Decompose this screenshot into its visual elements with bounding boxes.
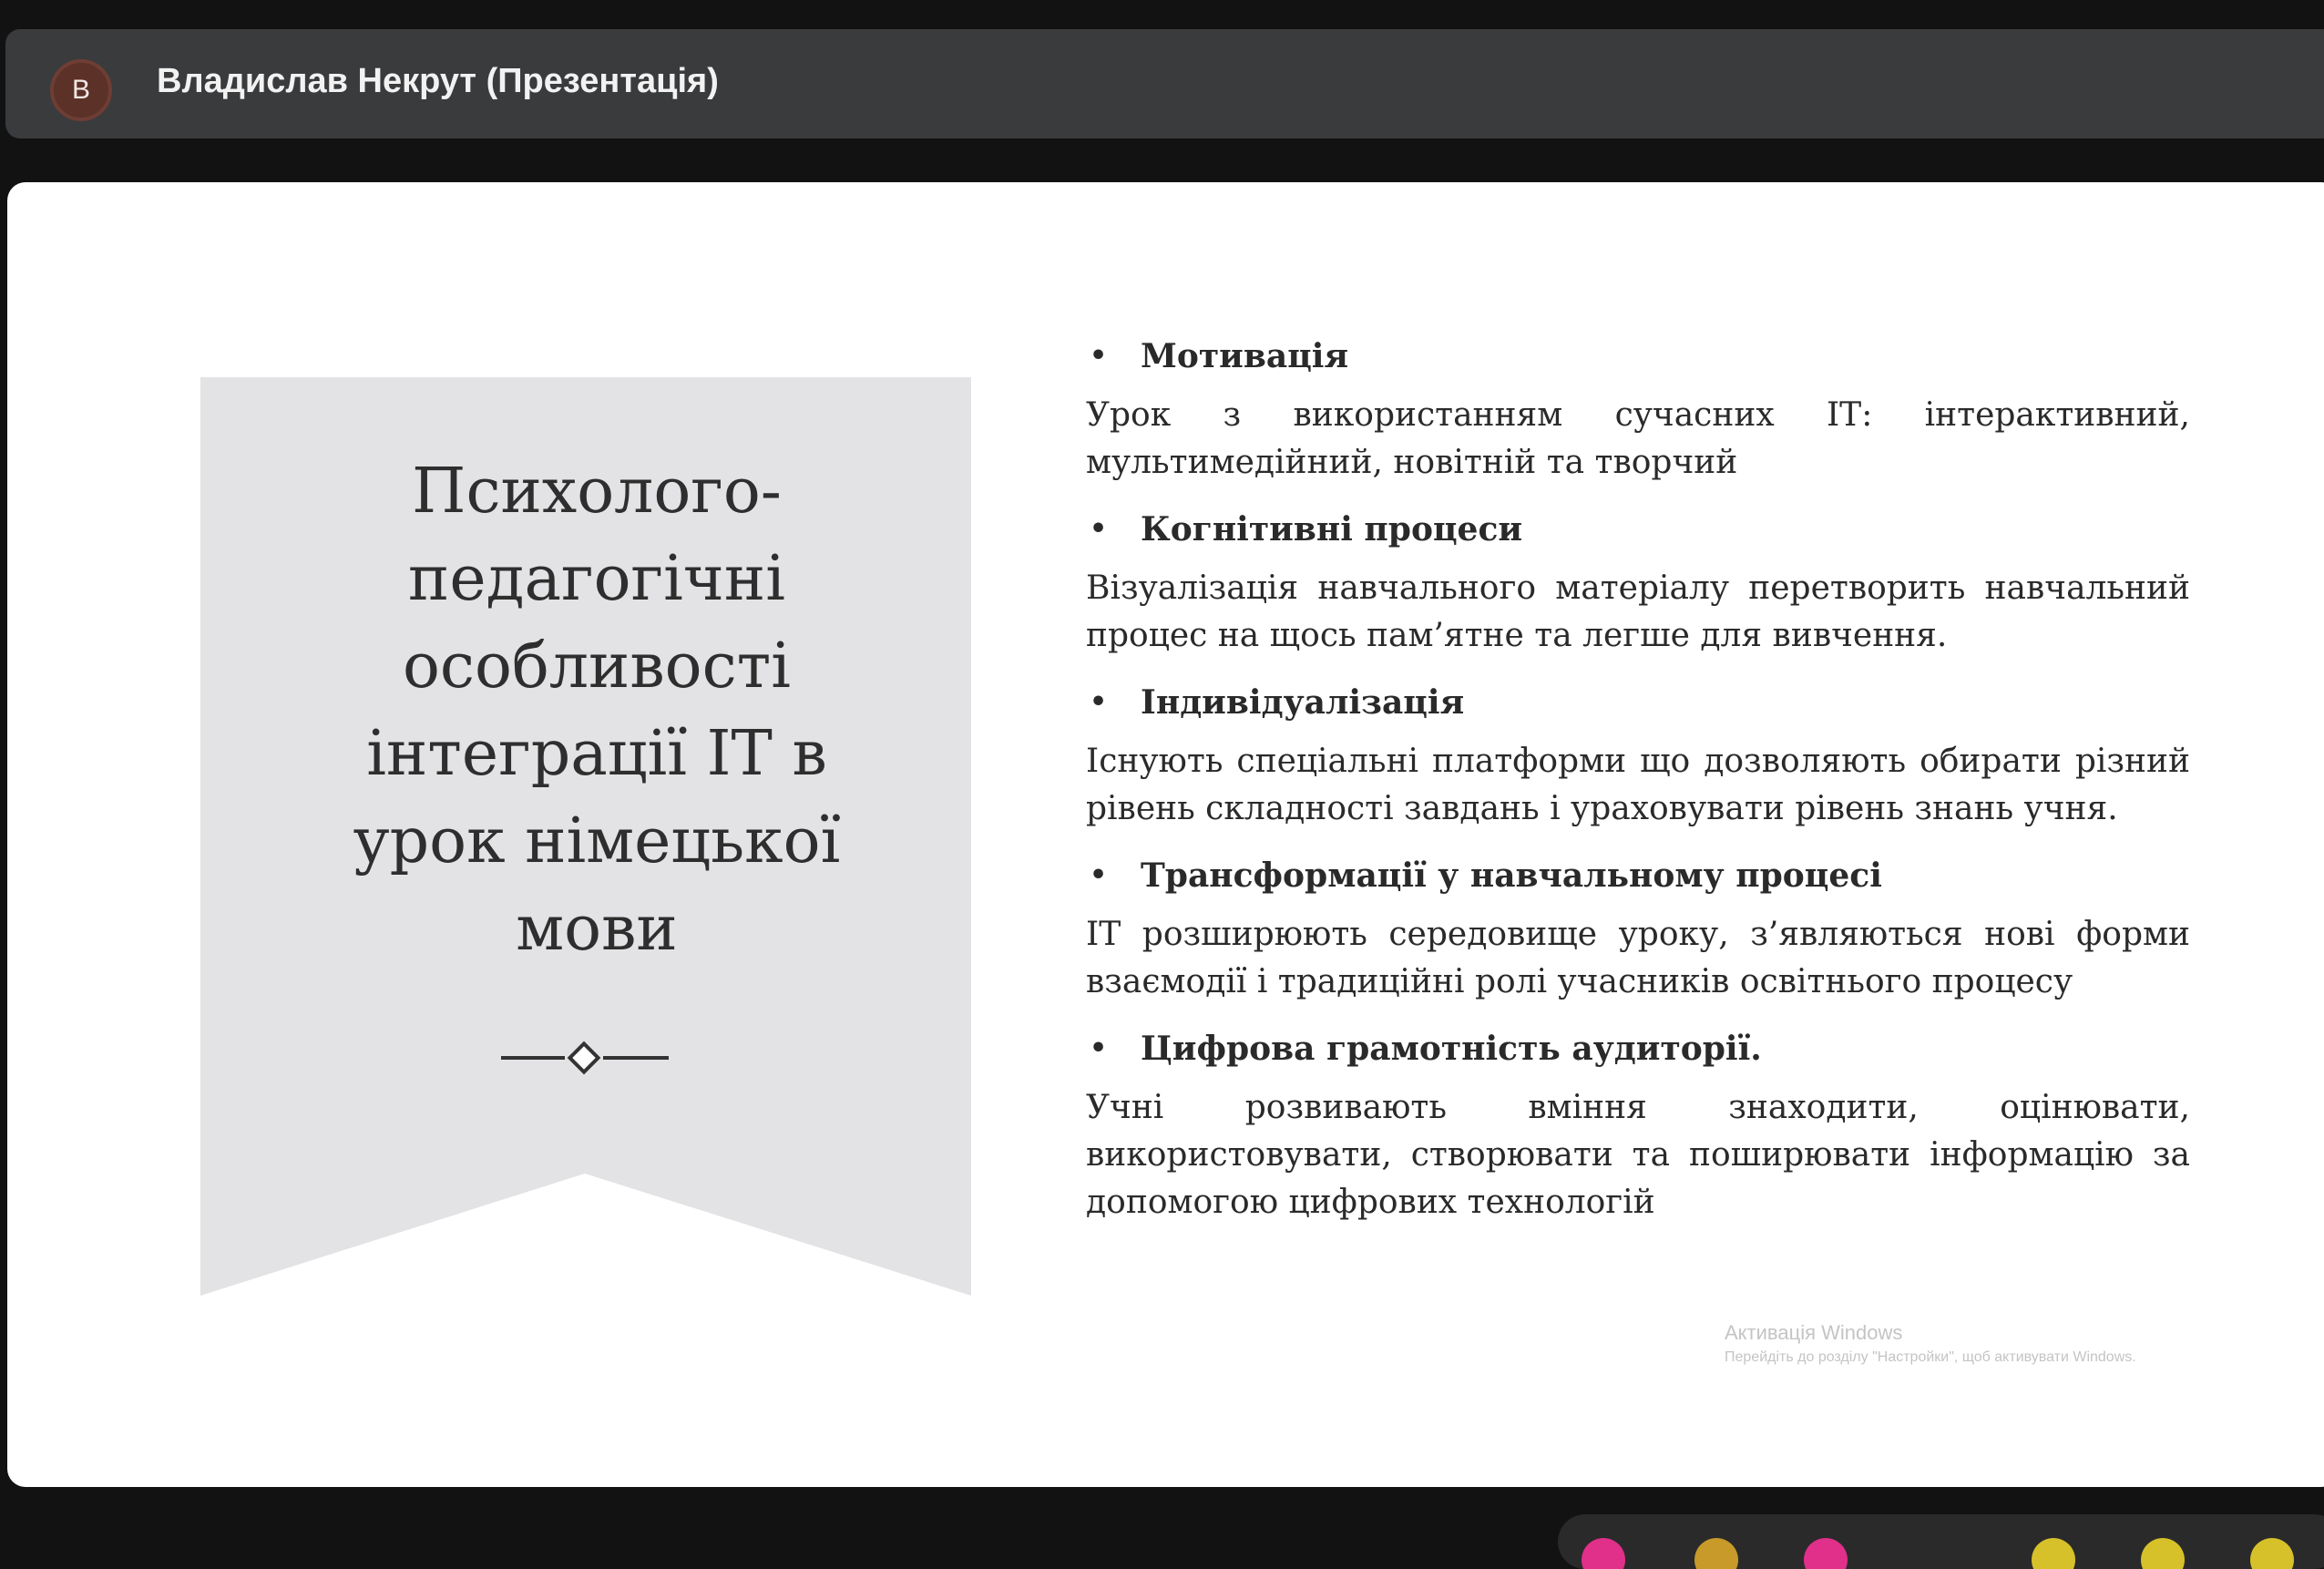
slide-title-line: особливості: [402, 631, 792, 702]
reaction-icon[interactable]: [2032, 1538, 2075, 1569]
slide-content: [1086, 326, 2190, 1239]
windows-activation-watermark: [1725, 1319, 2136, 1369]
bullet-icon: •: [1090, 340, 1108, 372]
bullet-icon: •: [1090, 1032, 1108, 1064]
section-heading: [1086, 672, 2190, 733]
section-heading-text: Цифрова грамотність аудиторії.: [1141, 1030, 1762, 1068]
diamond-divider-icon: [499, 1037, 672, 1079]
section-text: Учні розвивають вміння знаходити, оцінювати, використовувати, створювати та поширювати інформацію за допомогою цифрових технологій: [1086, 1089, 2190, 1221]
section-heading-text: Індивідуалізація: [1141, 683, 1465, 722]
slide-title-line: мови: [516, 893, 678, 965]
avatar[interactable]: В: [50, 59, 112, 121]
section-text: Урок з використанням сучасних ІТ: інтерактивний, мультимедійний, новітній та творчий: [1086, 396, 2190, 481]
slide-title: [310, 448, 884, 973]
section-text: ІТ розширюють середовище уроку, з’являються нові форми взаємодії і традиційні ролі учасників освітнього процесу: [1086, 916, 2190, 1000]
slide-title-line: інтеграції ІТ в: [366, 718, 827, 790]
reaction-bar: [1558, 1514, 2324, 1569]
reaction-icon[interactable]: [2250, 1538, 2294, 1569]
section-heading: [1086, 1019, 2190, 1079]
bullet-icon: •: [1090, 859, 1108, 891]
section-heading-text: Трансформації у навчальному процесі: [1141, 856, 1882, 895]
reaction-icon[interactable]: [1694, 1538, 1738, 1569]
section-heading: [1086, 326, 2190, 386]
section-heading-text: Мотивація: [1141, 337, 1349, 375]
reaction-icon[interactable]: [2141, 1538, 2185, 1569]
presenter-name: Владислав Некрут (Презентація): [157, 62, 719, 100]
slide-title-line: урок німецької: [353, 805, 841, 877]
bullet-icon: •: [1090, 686, 1108, 718]
section-text: Існують спеціальні платформи що дозволяють обирати різний рівень складності завдань і ураховувати рівень знань учня.: [1086, 743, 2190, 827]
section-heading: [1086, 499, 2190, 559]
reaction-icon[interactable]: [1582, 1538, 1625, 1569]
bullet-icon: •: [1090, 513, 1108, 545]
reaction-icon[interactable]: [1804, 1538, 1848, 1569]
slide-title-line: педагогічні: [408, 543, 785, 615]
section-heading: [1086, 846, 2190, 906]
watermark-title: Активація Windows: [1725, 1321, 1903, 1344]
section-heading-text: Когнітивні процеси: [1141, 510, 1523, 549]
slide-title-line: Психолого-: [412, 456, 782, 528]
watermark-subtitle: Перейдіть до розділу "Настройки", щоб активувати Windows.: [1725, 1349, 2136, 1365]
section-text: Візуалізація навчального матеріалу перетворить навчальний процес на щось пам’ятне та легше для вивчення.: [1086, 569, 2190, 654]
